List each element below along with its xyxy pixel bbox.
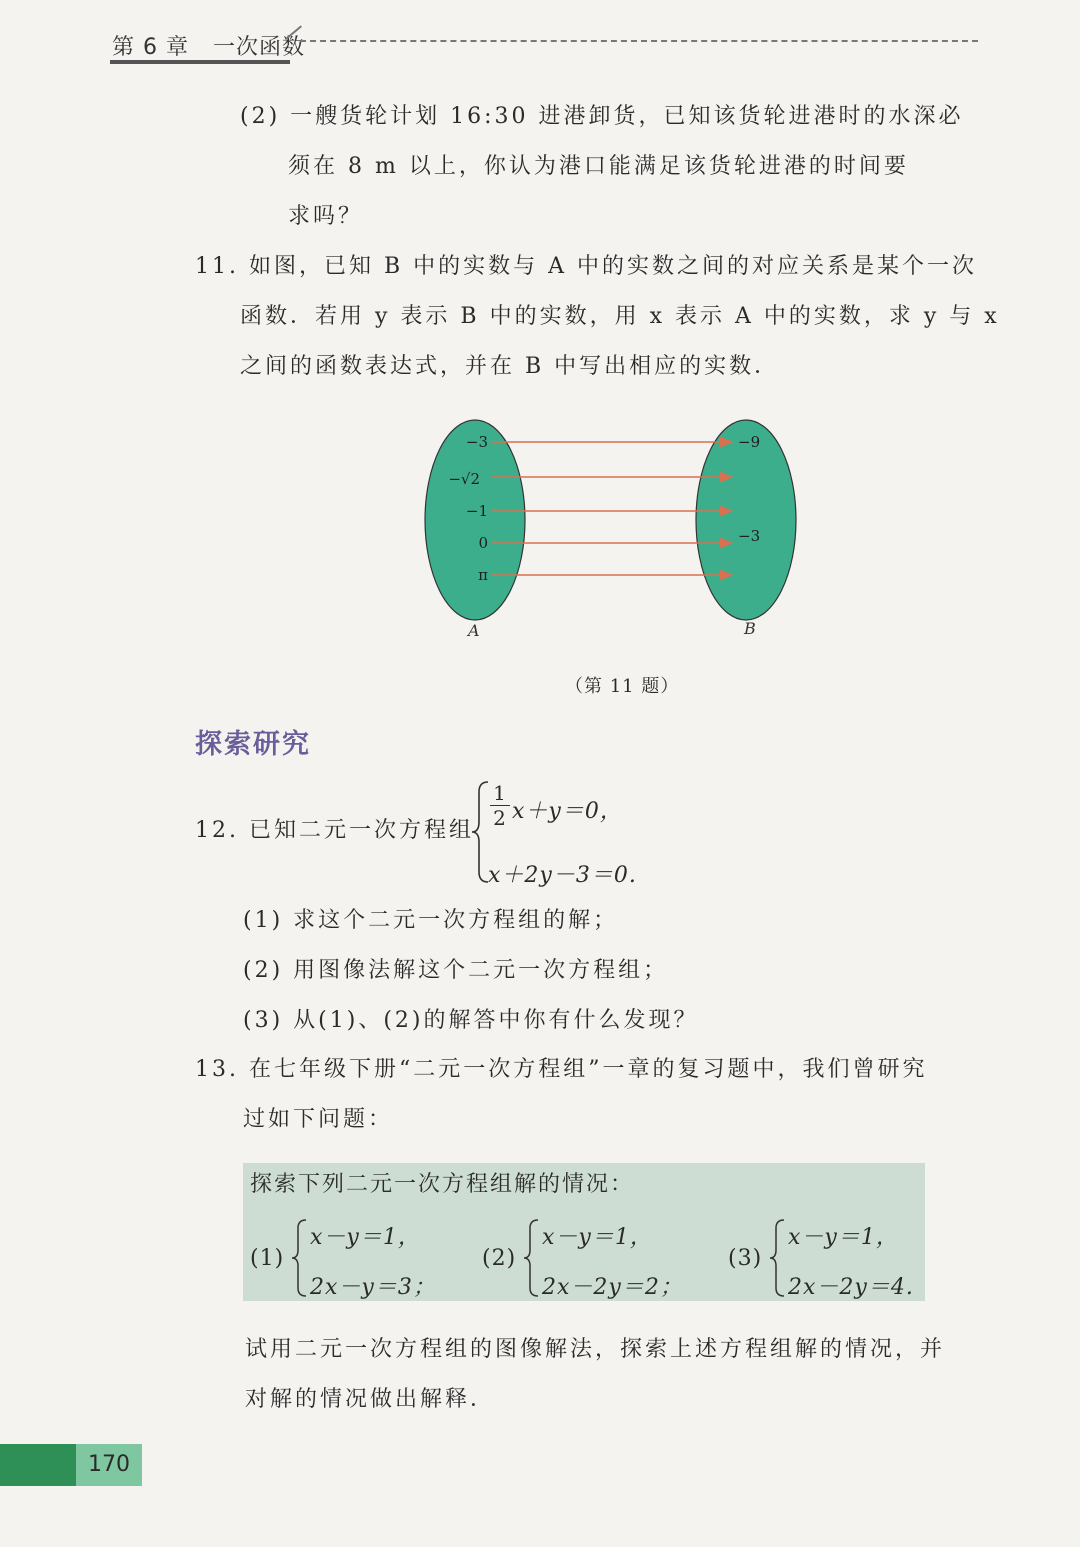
system-2-label: (2) [482,1246,517,1271]
chapter-title: 一次函数 [212,35,305,60]
system-2-eq2: 2x－2y＝2； [542,1275,683,1300]
p13-after-line1: 试用二元一次方程组的图像解法，探索上述方程组解的情况，并 [245,1337,946,1362]
fraction-numerator: 1 [493,781,507,805]
set-a-value: 0 [478,534,488,552]
system-3-brace [768,1218,788,1298]
set-b-value: −3 [738,527,761,545]
p12-eq1-fraction [490,782,510,829]
section-title: 探索研究 [195,729,311,760]
p10-q2-line3: 求吗？ [288,204,364,229]
system-3-eq1: x－y＝1， [788,1225,899,1250]
mapping-figure [410,410,830,650]
system-2-brace [522,1218,542,1298]
set-b-value: −9 [738,433,761,451]
system-3-eq2: 2x－2y＝4. [788,1275,914,1300]
p12-lead: 12. 已知二元一次方程组 [195,818,474,843]
box-title: 探索下列二元一次方程组解的情况： [250,1172,635,1197]
p12-eq2: x＋2y－3＝0. [488,863,637,888]
p11-line1: 11. 如图，已知 B 中的实数与 A 中的实数之间的对应关系是某个一次 [195,254,978,279]
system-1-eq2: 2x－y＝3； [310,1275,436,1300]
system-2-eq1: x－y＝1， [542,1225,653,1250]
set-a-value: −1 [465,502,488,520]
p12-eq1: x＋y＝0， [512,799,623,824]
set-a-value: −√2 [448,470,480,488]
header-underline [110,60,290,64]
page-number: 170 [76,1444,142,1486]
system-1-eq1: x－y＝1， [310,1225,421,1250]
p11-line3: 之间的函数表达式，并在 B 中写出相应的实数． [240,354,780,379]
p12-q1: (1) 求这个二元一次方程组的解； [243,908,619,933]
chapter-number: 第 6 章 [112,35,189,60]
p11-line2: 函数．若用 y 表示 B 中的实数，用 x 表示 A 中的实数，求 y 与 x [240,304,1000,329]
set-a-label: A [468,621,480,640]
footer-bar [0,1444,76,1486]
figure-caption: （第 11 题） [565,676,680,697]
system-1-brace [290,1218,310,1298]
header-dashed-rule [300,40,978,42]
fraction-denominator: 2 [493,806,507,830]
set-a-value: π [478,566,488,584]
p10-q2-line1: (2) 一艘货轮计划 16:30 进港卸货，已知该货轮进港时的水深必 [240,104,964,129]
chapter-header [112,30,305,61]
p10-q2-line2: 须在 8 m 以上，你认为港口能满足该货轮进港的时间要 [288,154,909,179]
set-b-label: B [744,619,756,638]
p13-line2: 过如下问题： [243,1107,394,1132]
p12-q2: (2) 用图像法解这个二元一次方程组； [243,958,669,983]
system-1-label: (1) [250,1246,285,1271]
p12-q3: (3) 从(1)、(2)的解答中你有什么发现？ [243,1008,699,1033]
set-a-value: −3 [465,433,488,451]
system-3-label: (3) [728,1246,763,1271]
p13-line1: 13. 在七年级下册“二元一次方程组”一章的复习题中，我们曾研究 [195,1057,928,1082]
p13-after-line2: 对解的情况做出解释． [245,1387,496,1412]
